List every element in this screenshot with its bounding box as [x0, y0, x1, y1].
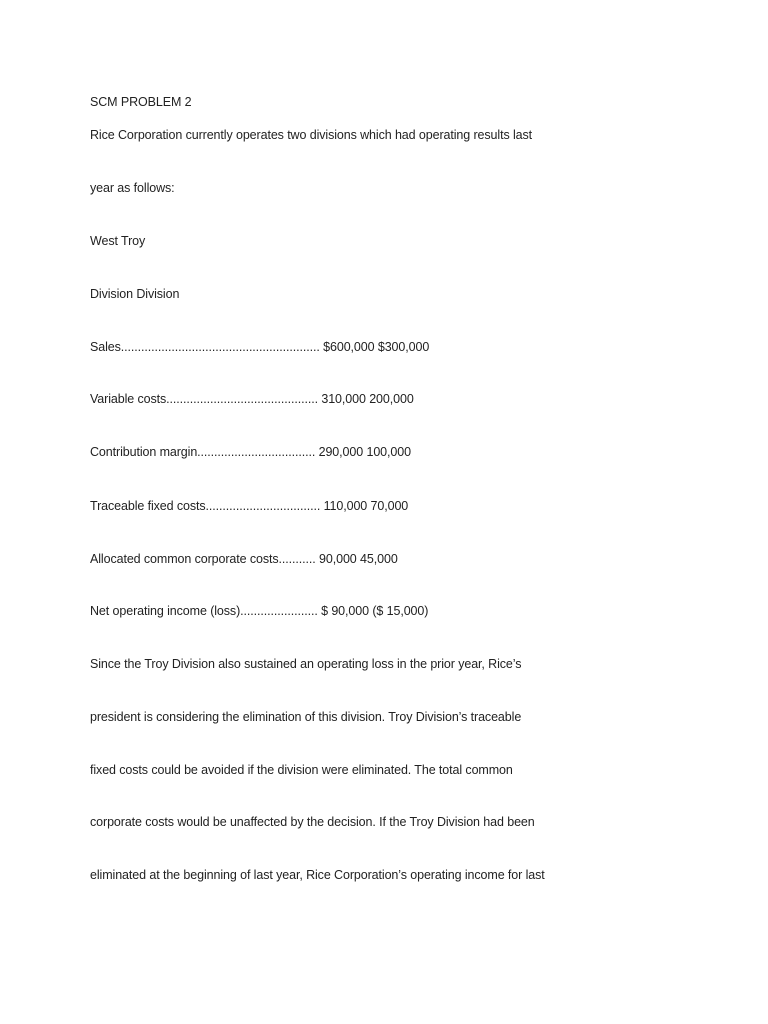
paragraph-line-3: fixed costs could be avoided if the division were eliminated. The total common: [90, 763, 513, 777]
paragraph-line-2: president is considering the elimination of this division. Troy Division’s traceable: [90, 710, 522, 724]
table-row-traceable-fixed-costs: Traceable fixed costs.................................. 110,000 70,000: [90, 499, 409, 513]
table-row-contribution-margin: Contribution margin................................... 290,000 100,000: [90, 445, 411, 459]
paragraph-line-4: corporate costs would be unaffected by the decision. If the Troy Division had been: [90, 815, 535, 829]
intro-line-2: year as follows:: [90, 181, 175, 195]
table-header-divisions: West Troy: [90, 234, 146, 248]
intro-line-1: Rice Corporation currently operates two divisions which had operating results last: [90, 128, 533, 142]
paragraph-line-1: Since the Troy Division also sustained an operating loss in the prior year, Rice’s: [90, 657, 522, 671]
paragraph-line-5: eliminated at the beginning of last year, Rice Corporation’s operating income for last: [90, 868, 545, 882]
table-row-allocated-common-costs: Allocated common corporate costs........... 90,000 45,000: [90, 552, 398, 566]
document-title: SCM PROBLEM 2: [90, 95, 192, 109]
table-row-variable-costs: Variable costs............................................. 310,000 200,000: [90, 392, 414, 406]
table-row-sales: Sales........................................................... $600,000 $300,000: [90, 340, 430, 354]
table-header-division-labels: Division Division: [90, 287, 180, 301]
table-row-net-operating-income: Net operating income (loss)....................... $ 90,000 ($ 15,000): [90, 604, 429, 618]
